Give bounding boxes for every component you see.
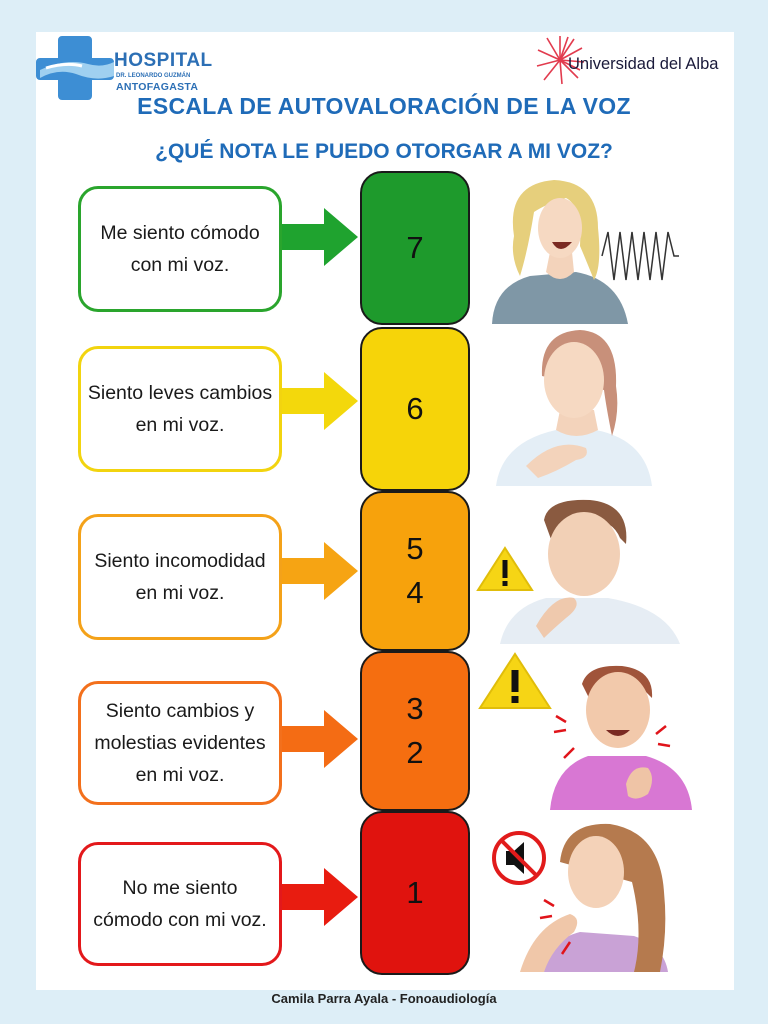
arrow-right-icon <box>282 708 360 770</box>
level-6-description: Siento leves cambios en mi voz. <box>78 346 282 472</box>
level-7-description: Me siento cómodo con mi voz. <box>78 186 282 312</box>
arrow-right-icon <box>282 866 360 928</box>
arrow-shape <box>282 710 358 768</box>
page-title: ESCALA DE AUTOVALORACIÓN DE LA VOZ <box>137 93 631 119</box>
level-5-4-description: Siento incomodidad en mi voz. <box>78 514 282 640</box>
level-1-description: No me siento cómodo con mi voz. <box>78 842 282 966</box>
score-value: 2 <box>406 735 424 770</box>
hospital-cross-icon <box>36 32 116 102</box>
score-value: 7 <box>406 230 424 265</box>
score-value: 1 <box>406 875 424 910</box>
score-box-7 <box>360 171 470 325</box>
hospital-logo <box>36 32 216 102</box>
arrow-right-icon <box>282 540 360 602</box>
score-box-6 <box>360 327 470 491</box>
page-subtitle: ¿QUÉ NOTA LE PUEDO OTORGAR A MI VOZ? <box>155 140 613 163</box>
score-box-3-2 <box>360 651 470 811</box>
arrow-right-icon <box>282 370 360 432</box>
arrow-right-icon <box>282 206 360 268</box>
arrow-shape <box>282 542 358 600</box>
woman-hand-on-chest-illustration <box>486 326 656 486</box>
woman-throat-pain-illustration <box>514 822 670 972</box>
level-3-2-description: Siento cambios y molestias evidentes en mi voz. <box>78 681 282 805</box>
score-value: 6 <box>406 391 424 426</box>
warning-icon <box>478 652 552 710</box>
university-name: Universidad del Alba <box>568 55 719 73</box>
university-logo <box>538 38 734 90</box>
man-touching-throat-illustration <box>496 498 682 644</box>
woman-singing-illustration <box>480 176 680 324</box>
score-box-1 <box>360 811 470 975</box>
hospital-city: ANTOFAGASTA <box>116 81 199 93</box>
hospital-name: HOSPITAL <box>114 50 213 71</box>
score-box-5-4 <box>360 491 470 651</box>
footer-credit: Camila Parra Ayala - Fonoaudiología <box>271 991 497 1006</box>
man-throat-pain-illustration <box>548 664 694 810</box>
arrow-shape <box>282 868 358 926</box>
score-value: 4 <box>406 575 424 610</box>
score-value: 5 <box>406 531 424 566</box>
arrow-shape <box>282 208 358 266</box>
hospital-doctor: DR. LEONARDO GUZMÁN <box>116 73 191 79</box>
score-value: 3 <box>406 691 424 726</box>
arrow-shape <box>282 372 358 430</box>
